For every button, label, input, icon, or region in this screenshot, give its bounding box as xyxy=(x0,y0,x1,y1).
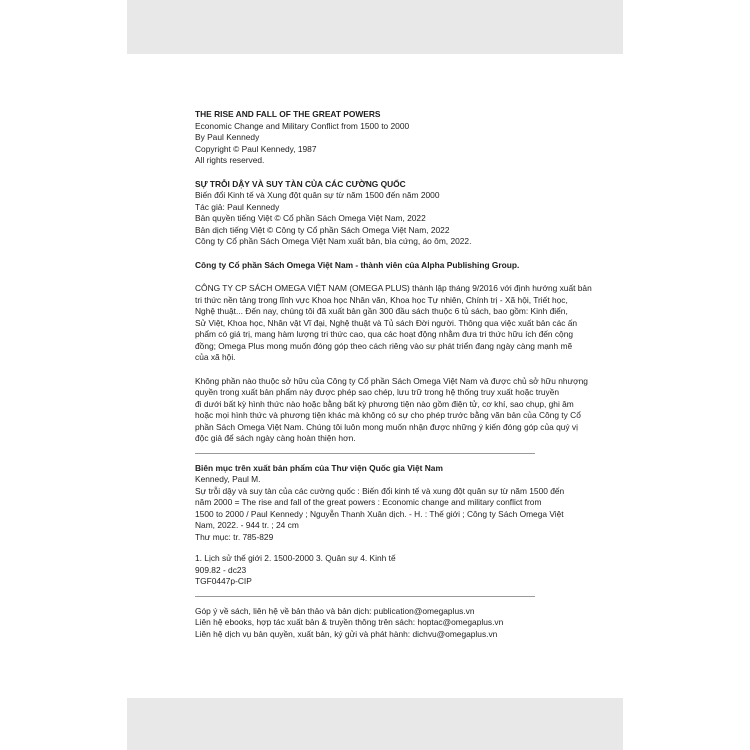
contacts-block xyxy=(195,606,535,641)
notice-line: phần Sách Omega Việt Nam. Chúng tôi luôn mong muốn nhận được những ý kiến đóng góp của quý vị xyxy=(195,421,578,432)
notice-line: Không phần nào thuộc sở hữu của Công ty Cổ phần Sách Omega Việt Nam và được chủ sở hữu nhượng xyxy=(195,375,588,386)
section-divider xyxy=(195,453,535,454)
about-line: phẩm có giá trị, mang hàm lượng tri thức cao, qua các hoạt động nhằm đưa tri thức hữu ích đến cộng xyxy=(195,329,574,339)
cip-block xyxy=(195,462,565,588)
cip-line: Kennedy, Paul M. xyxy=(195,474,261,484)
top-gray-band xyxy=(127,0,623,54)
cip-record-id: TGF0447p-CIP xyxy=(195,576,252,586)
english-subtitle: Economic Change and Military Conflict from 1500 to 2000 xyxy=(195,120,410,131)
cip-line: Thư mục: tr. 785-829 xyxy=(195,531,274,542)
cip-line: Nam, 2022. - 944 tr. ; 24 cm xyxy=(195,520,299,530)
section-divider xyxy=(195,596,535,597)
about-line: CÔNG TY CP SÁCH OMEGA VIỆT NAM (OMEGA PLUS) thành lập tháng 9/2016 với định hướng xuất bản xyxy=(195,283,592,293)
notice-line: quyền trong xuất bản phẩm này được phép sao chép, lưu trữ trong hệ thống truy xuất hoặc truyền xyxy=(195,387,560,397)
english-copyright: Copyright © Paul Kennedy, 1987 xyxy=(195,143,317,154)
about-line: Nghệ thuật... Đến nay, chúng tôi đã xuất bản gần 300 đầu sách thuộc 6 tủ sách, bao gồm: Kinh điển, xyxy=(195,306,568,316)
english-title: THE RISE AND FALL OF THE GREAT POWERS xyxy=(195,109,381,119)
english-author: By Paul Kennedy xyxy=(195,132,260,142)
cip-line: Sự trỗi dậy và suy tàn của các cường quốc : Biến đổi kinh tế và xung đột quân sự từ năm 1500 đến xyxy=(195,485,565,496)
contact-line: Liên hệ ebooks, hợp tác xuất bản & truyền thông trên sách: hoptac@omegaplus.vn xyxy=(195,617,504,627)
cip-line: 1500 to 2000 / Paul Kennedy ; Nguyễn Thanh Xuân dịch. - H. : Thế giới ; Công ty Sách Omega Việt xyxy=(195,508,564,519)
cip-heading: Biên mục trên xuất bản phẩm của Thư viện Quốc gia Việt Nam xyxy=(195,462,443,473)
vietnamese-translation-line: Bản dịch tiếng Việt © Công ty Cổ phần Sách Omega Việt Nam, 2022 xyxy=(195,224,450,235)
vietnamese-subtitle: Biến đổi Kinh tế và Xung đột quân sự từ năm 1500 đến năm 2000 xyxy=(195,190,440,200)
vietnamese-title: SỰ TRỖI DẬY VÀ SUY TÀN CỦA CÁC CƯỜNG QUỐC xyxy=(195,178,406,189)
english-rights: All rights reserved. xyxy=(195,155,265,165)
contact-line: Liên hệ dịch vụ bản quyền, xuất bản, ký gửi và phát hành: dichvu@omegaplus.vn xyxy=(195,628,498,639)
about-line: Sử Việt, Khoa học, Nhân vật Vĩ đại, Nghệ thuật và Tủ sách Đời người. Thông qua việc xuất bản các ấn xyxy=(195,317,578,328)
about-line: tri thức nền tảng trong lĩnh vực Khoa học Nhân văn, Khoa học Tự nhiên, Chính trị - Xã hội, Triết học, xyxy=(195,294,568,305)
cip-line: năm 2000 = The rise and fall of the great powers : Economic change and military conflict from xyxy=(195,497,542,507)
vietnamese-rights-line: Bản quyền tiếng Việt © Cổ phần Sách Omega Việt Nam, 2022 xyxy=(195,213,426,223)
copyright-notice-paragraph xyxy=(195,375,588,445)
cip-subjects: 1. Lịch sử thế giới 2. 1500-2000 3. Quân sự 4. Kinh tế xyxy=(195,553,396,563)
contact-line: Góp ý về sách, liên hệ về bản thảo và bản dịch: publication@omegaplus.vn xyxy=(195,605,475,616)
notice-line: đi dưới bất kỳ hình thức nào hoặc bằng bất kỳ phương tiện nào gồm điện tử, cơ khí, sao chụp, ghi âm xyxy=(195,398,574,409)
vietnamese-block xyxy=(195,179,535,248)
publisher-member-line: Công ty Cổ phần Sách Omega Việt Nam - thành viên của Alpha Publishing Group. xyxy=(195,259,520,270)
copyright-page xyxy=(195,109,592,640)
bottom-gray-band xyxy=(127,698,623,750)
about-line: của xã hội. xyxy=(195,352,236,362)
notice-line: độc giả để sách ngày càng hoàn thiện hơn. xyxy=(195,433,356,443)
about-publisher-paragraph xyxy=(195,283,592,364)
cip-class-number: 909.82 - dc23 xyxy=(195,564,247,575)
vietnamese-publish-line: Công ty Cổ phần Sách Omega Việt Nam xuất bản, bìa cứng, áo ôm, 2022. xyxy=(195,236,472,246)
notice-line: hoặc mọi hình thức và phương tiện khác mà không có sự cho phép trước bằng văn bản của Công ty Cổ xyxy=(195,410,581,420)
english-block xyxy=(195,109,535,167)
about-line: đồng; Omega Plus mong muốn đóng góp theo cách riêng vào sự phát triển đang ngày càng mạnh mẽ xyxy=(195,340,573,351)
vietnamese-author: Tác giả: Paul Kennedy xyxy=(195,201,280,212)
